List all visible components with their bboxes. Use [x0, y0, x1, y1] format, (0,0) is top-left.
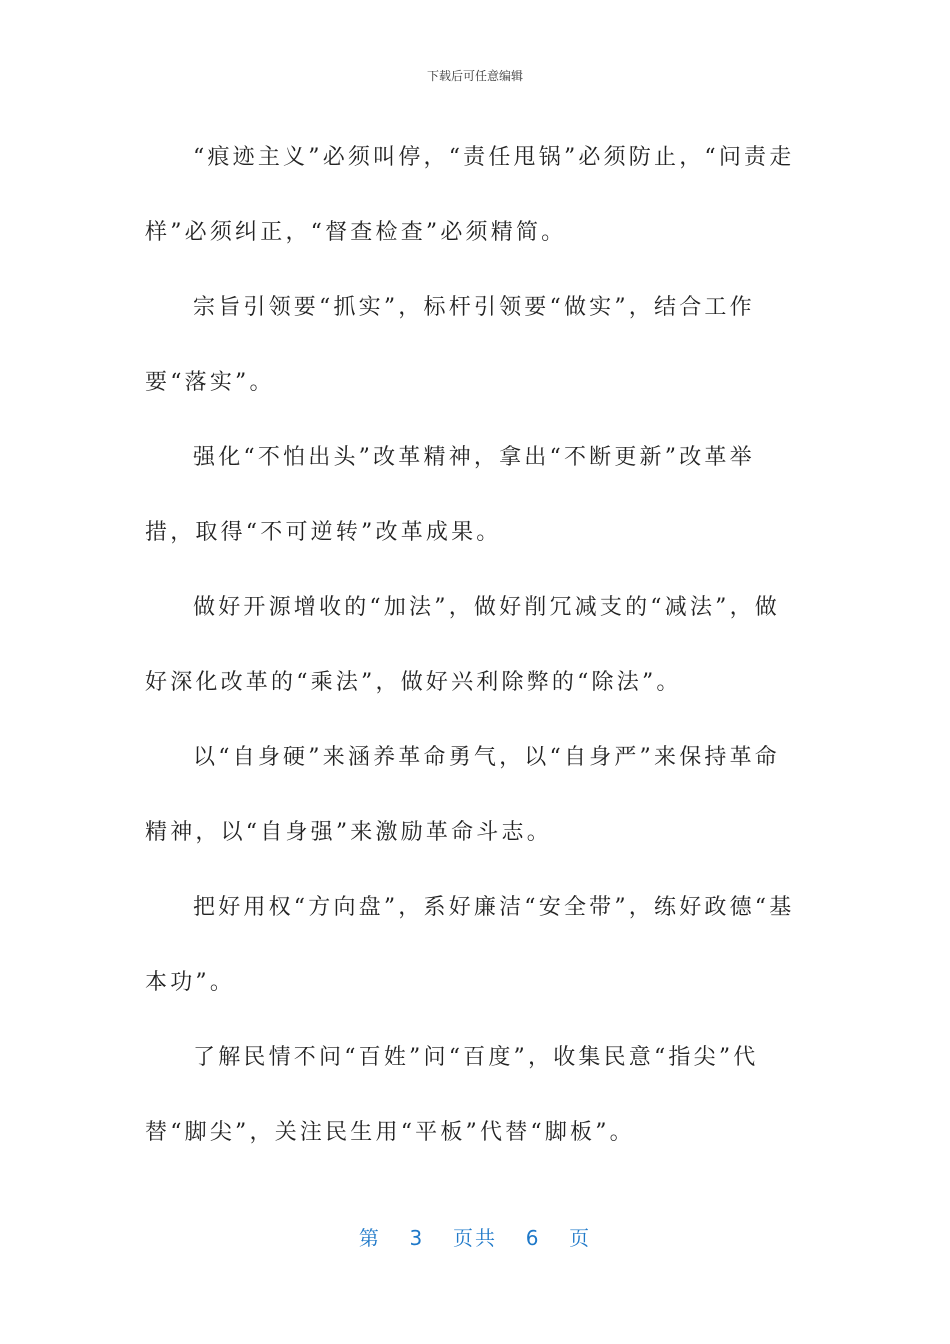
paragraph-1: “痕迹主义”必须叫停，“责任甩锅”必须防止，“问责走样”必须纠正，“督查检查”必须精简。	[145, 145, 795, 245]
current-page-number: 3	[409, 1226, 425, 1250]
paragraph-3: 强化“不怕出头”改革精神，拿出“不断更新”改革举措，取得“不可逆转”改革成果。	[145, 445, 755, 545]
paragraph-2: 宗旨引领要“抓实”，标杆引领要“做实”，结合工作要“落实”。	[145, 295, 755, 395]
page-number-footer	[0, 1224, 950, 1252]
paragraph-6: 把好用权“方向盘”，系好廉洁“安全带”，练好政德“基本功”。	[145, 895, 795, 995]
total-pages-number: 6	[525, 1226, 541, 1250]
paragraph-7: 了解民情不问“百姓”问“百度”，收集民意“指尖”代替“脚尖”，关注民生用“平板”代替“脚板”。	[145, 1045, 759, 1145]
page-header-note: 下载后可任意编辑	[426, 69, 523, 83]
paragraph-5: 以“自身硬”来涵养革命勇气，以“自身严”来保持革命精神，以“自身强”来激励革命斗志。	[145, 745, 780, 845]
paragraph-4: 做好开源增收的“加法”，做好削冗减支的“减法”，做好深化改革的“乘法”，做好兴利除弊的“除法”。	[145, 595, 780, 695]
footer-middle: 页共	[453, 1226, 497, 1250]
footer-prefix: 第	[358, 1226, 381, 1250]
footer-suffix: 页	[569, 1226, 592, 1250]
document-body	[145, 120, 805, 1170]
